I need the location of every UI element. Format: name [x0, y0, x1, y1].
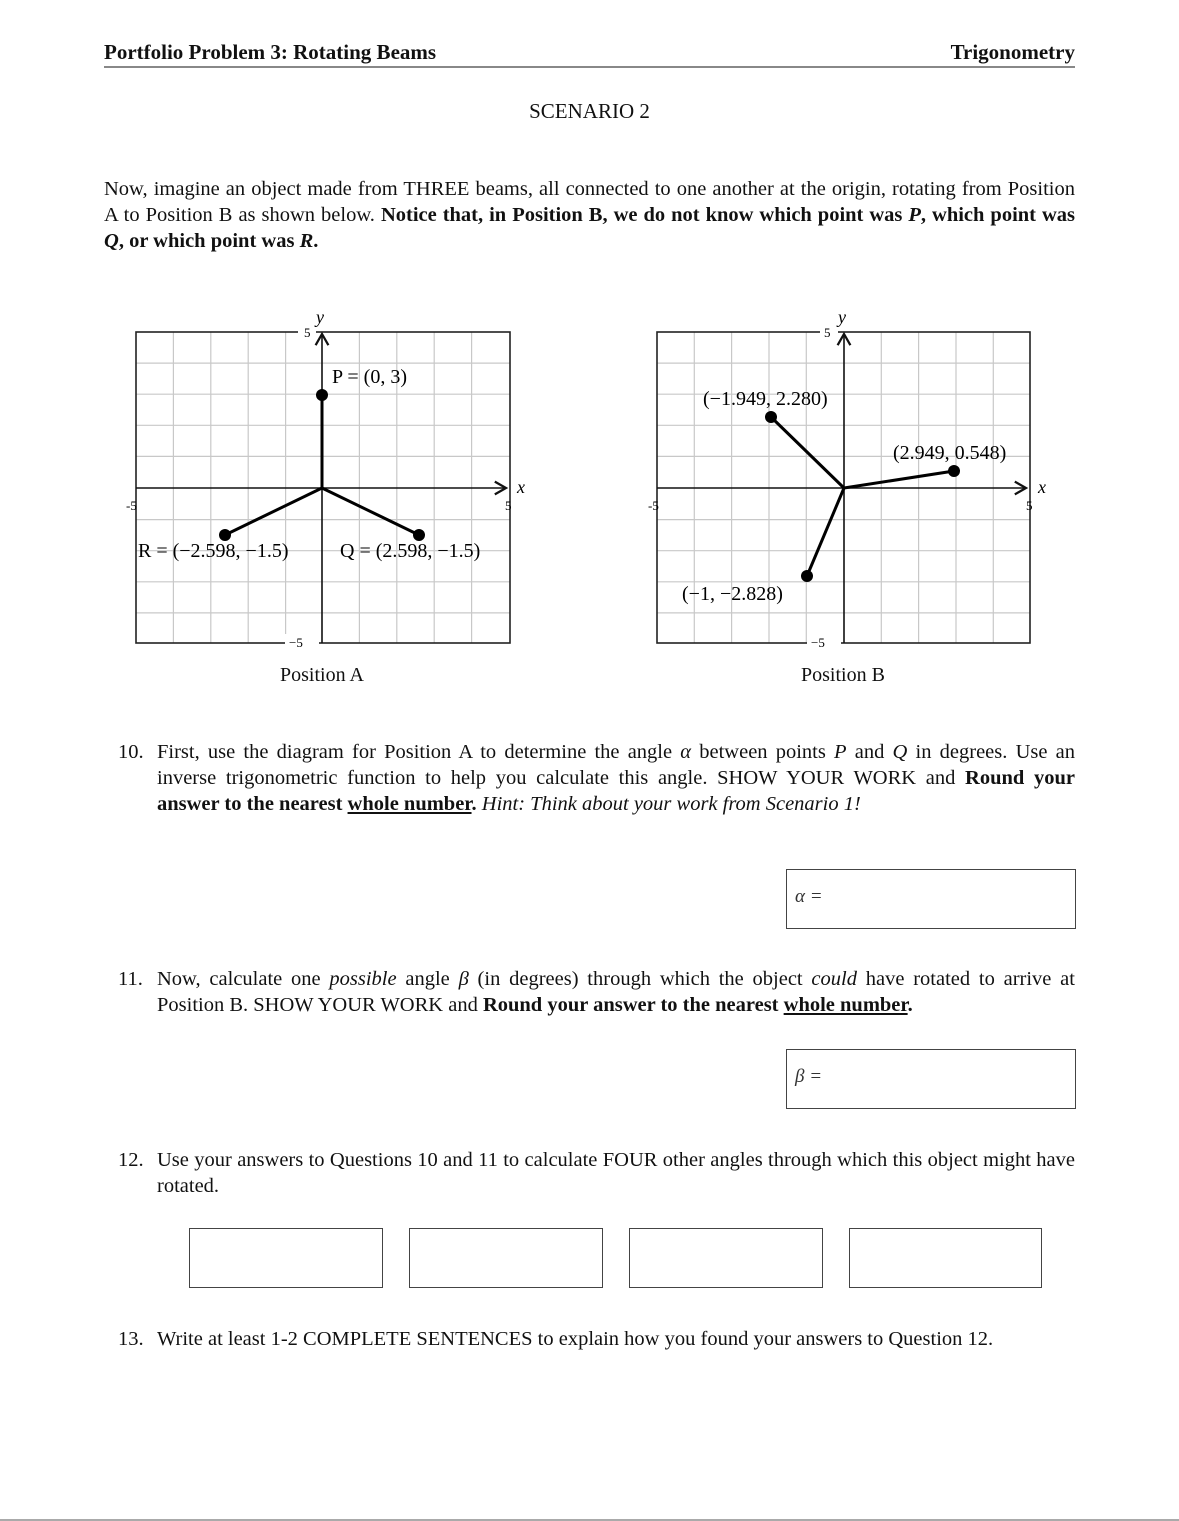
punctuation: . [471, 793, 477, 815]
x-axis-label: x [1038, 477, 1046, 497]
question-text: between points [691, 741, 835, 763]
var-q: Q [104, 230, 119, 252]
label-point-2: (2.949, 0.548) [893, 442, 1007, 464]
question-text: have rotated to arrive at Position B. SHOW YOUR WORK and [157, 968, 1075, 1016]
var-p: P [908, 204, 921, 226]
question-number: 12. [118, 1149, 144, 1171]
point-p [316, 389, 328, 401]
question-number: 13. [118, 1328, 144, 1350]
question-text: Now, calculate one [157, 968, 330, 990]
angle-answer-box-2[interactable] [409, 1228, 603, 1288]
hint-text: Hint: Think about your work from Scenario 1! [476, 793, 861, 815]
angle-answer-box-4[interactable] [849, 1228, 1042, 1288]
explanation-answer-area[interactable] [157, 1385, 1075, 1505]
punctuation: . [907, 994, 913, 1016]
scenario-title: SCENARIO 2 [529, 99, 650, 123]
y-axis-label: y [316, 307, 324, 327]
graph-position-a [126, 307, 525, 650]
angle-answer-box-1[interactable] [189, 1228, 383, 1288]
beta-answer-box[interactable] [786, 1049, 1076, 1109]
alpha-label: α = [795, 886, 823, 907]
intro-bold-text: , which point was [920, 204, 1076, 226]
intro-bold-text: , or which point was [118, 230, 300, 252]
x-tick-left: -5 [126, 498, 137, 513]
x-tick-left: -5 [648, 498, 659, 513]
x-axis-label: x [517, 477, 525, 497]
y-tick-top: 5 [824, 325, 831, 340]
x-tick-right: 5 [505, 498, 512, 513]
y-axis-label: y [838, 307, 846, 327]
question-13 [104, 1326, 1075, 1352]
var-p: P [834, 741, 847, 763]
label-point-1: (−1.949, 2.280) [703, 388, 828, 410]
beams [771, 417, 954, 576]
y-tick-bottom: −5 [811, 635, 825, 650]
intro-bold-text: . [313, 230, 319, 252]
question-text: First, use the diagram for Position A to determine the angle [157, 741, 681, 763]
question-bold-text: Round your answer to the nearest [157, 767, 1075, 815]
var-beta: β [458, 968, 469, 990]
question-number: 11. [118, 968, 143, 990]
question-text: Write at least 1-2 COMPLETE SENTENCES to explain how you found your answers to Question 12. [157, 1328, 994, 1350]
x-tick-right: 5 [1026, 498, 1033, 513]
label-q: Q = (2.598, −1.5) [340, 540, 481, 562]
alpha-answer-box[interactable] [786, 869, 1076, 929]
label-point-3: (−1, −2.828) [682, 583, 783, 605]
question-text: Use your answers to Questions 10 and 11 to calculate FOUR other angles through which this object might have rotated. [157, 1149, 1075, 1197]
emphasis-text: possible [329, 968, 397, 990]
question-12 [104, 1147, 1075, 1199]
question-10 [104, 739, 1075, 817]
graphs-svg [0, 0, 1179, 720]
y-tick-top: 5 [304, 325, 311, 340]
angle-answer-box-3[interactable] [629, 1228, 823, 1288]
intro-text: Now, imagine an object made from THREE beams, all connected to one another at the origin, rotating from Position A to Position B as shown below. [104, 178, 1075, 226]
underlined-text: whole number [783, 994, 908, 1016]
label-p: P = (0, 3) [332, 366, 407, 388]
beta-label: β = [795, 1066, 823, 1087]
label-r: R = (−2.598, −1.5) [138, 540, 289, 562]
question-text: and [846, 741, 893, 763]
document-header-title: Portfolio Problem 3: Rotating Beams [104, 40, 437, 64]
underlined-text: whole number [347, 793, 472, 815]
question-11 [104, 966, 1075, 1018]
question-text: angle [396, 968, 459, 990]
question-bold-text: Round your answer to the nearest [482, 994, 784, 1016]
point-1 [765, 411, 777, 423]
point-2 [948, 465, 960, 477]
question-number: 10. [118, 741, 144, 763]
var-q: Q [892, 741, 908, 763]
question-text: in degrees. Use an inverse trigonometric function to help you calculate this angle. SHOW YOUR WORK and [157, 741, 1075, 789]
var-r: R [299, 230, 314, 252]
graph-position-b [648, 307, 1046, 650]
intro-bold-text: Notice that, in Position B, we do not know which point was [380, 204, 909, 226]
y-tick-bottom: −5 [289, 635, 303, 650]
document-header-subject: Trigonometry [950, 40, 1075, 64]
point-3 [801, 570, 813, 582]
var-alpha: α [680, 741, 692, 763]
question-text: (in degrees) through which the object [468, 968, 812, 990]
emphasis-text: could [811, 968, 857, 990]
caption-position-a: Position A [280, 664, 364, 686]
caption-position-b: Position B [801, 664, 885, 686]
